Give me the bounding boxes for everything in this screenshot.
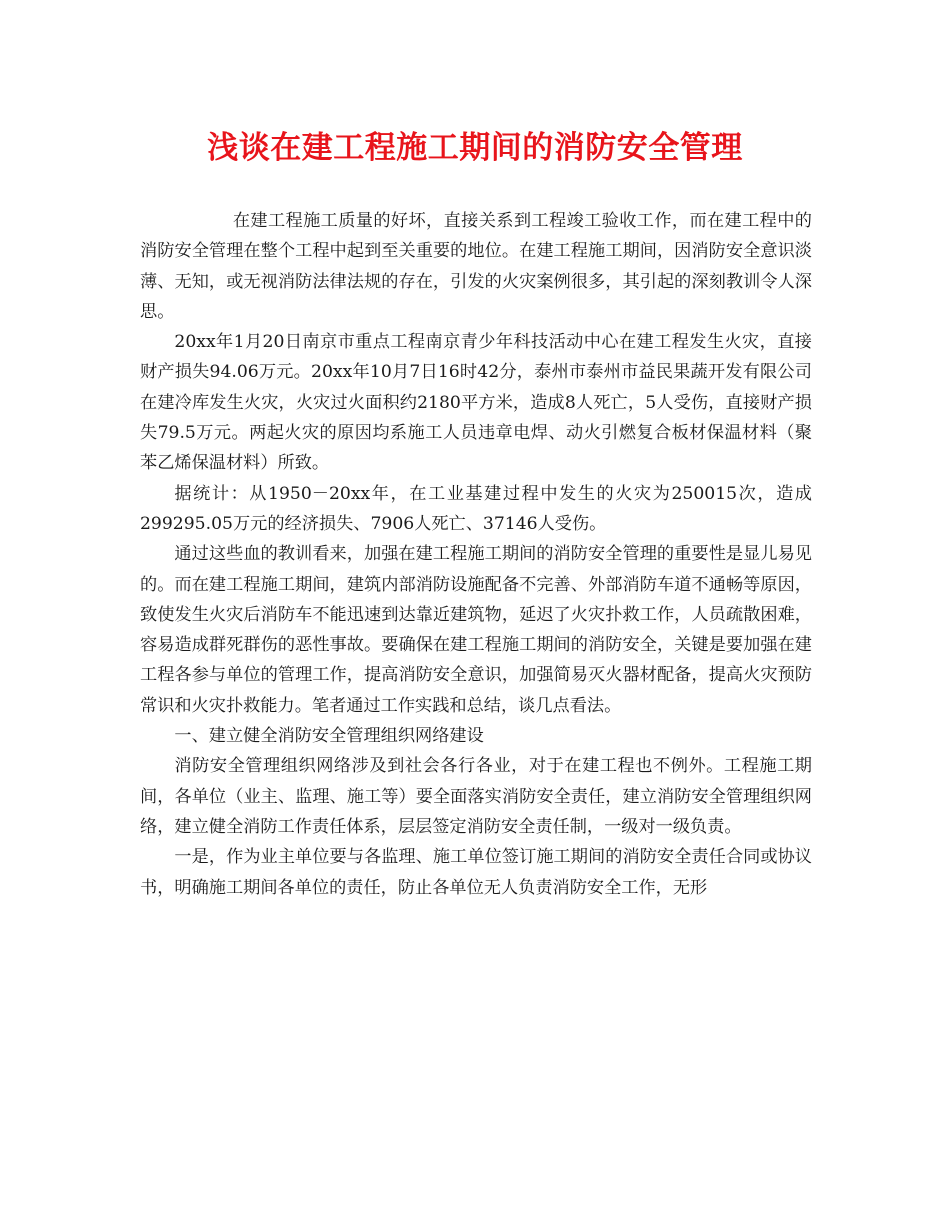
- paragraph-statistics: 据统计：从1950－20xx年，在工业基建过程中发生的火灾为250015次，造成299295.05万元的经济损失、7906人死亡、37146人受伤。: [140, 483, 812, 534]
- document-body: [140, 206, 812, 903]
- paragraph-lessons: 通过这些血的教训看来，加强在建工程施工期间的消防安全管理的重要性是显儿易见的。而在建工程施工期间，建筑内部消防设施配备不完善、外部消防车道不通畅等原因，致使发生火灾后消防车不能迅速到达靠近建筑物，延迟了火灾扑救工作，人员疏散困难，容易造成群死群伤的恶性事故。要确保在建工程施工期间的消防安全，关键是要加强在建工程各参与单位的管理工作，提高消防安全意识，加强简易灭火器材配备，提高火灾预防常识和火灾扑救能力。笔者通过工作实践和总结，谈几点看法。: [140, 544, 812, 716]
- paragraph-fire-cases: 20xx年1月20日南京市重点工程南京青少年科技活动中心在建工程发生火灾，直接财产损失94.06万元。20xx年10月7日16时42分，泰州市泰州市益民果蔬开发有限公司在建冷库发生火灾，火灾过火面积约2180平方米，造成8人死亡，5人受伤，直接财产损失79.5万元。两起火灾的原因均系施工人员违章电焊、动火引燃复合板材保温材料（聚苯乙烯保温材料）所致。: [140, 332, 812, 474]
- section-heading-1: 一、建立健全消防安全管理组织网络建设: [174, 726, 484, 747]
- paragraph-intro: 在建工程施工质量的好坏，直接关系到工程竣工验收工作，而在建工程中的消防安全管理在整个工程中起到至关重要的地位。在建工程施工期间，因消防安全意识淡薄、无知，或无视消防法律法规的存在，引发的火灾案例很多，其引起的深刻教训令人深思。: [140, 211, 812, 322]
- paragraph-organization: 消防安全管理组织网络涉及到社会各行各业，对于在建工程也不例外。工程施工期间，各单位（业主、监理、施工等）要全面落实消防安全责任，建立消防安全管理组织网络，建立健全消防工作责任体系，层层签定消防安全责任制，一级对一级负责。: [140, 756, 812, 837]
- document-title: 浅谈在建工程施工期间的消防安全管理: [207, 130, 743, 166]
- paragraph-point-one: 一是，作为业主单位要与各监理、施工单位签订施工期间的消防安全责任合同或协议书，明确施工期间各单位的责任，防止各单位无人负责消防安全工作，无形: [140, 847, 812, 898]
